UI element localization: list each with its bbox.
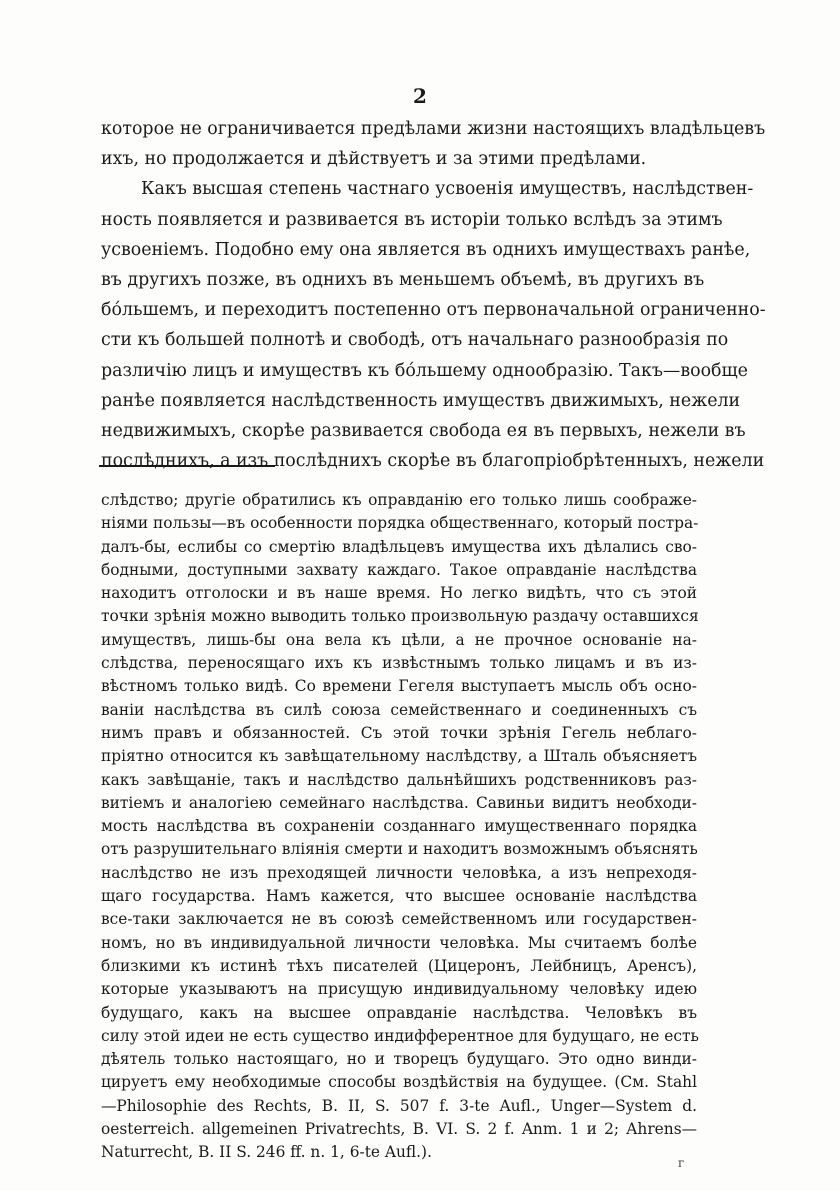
- footnote-line: —Philosophie des Rechts, B. II, S. 507 f. 3-te Aufl., Unger—System d.: [101, 1096, 697, 1115]
- main-text-line: послѣднихъ, а изъ послѣднихъ скорѣе въ благопріобрѣтенныхъ, нежели: [101, 451, 765, 472]
- footnote-line: номъ, но въ индивидуальной личности человѣка. Мы считаемъ болѣе: [101, 933, 697, 952]
- footnote-line: близкими къ истинѣ тѣхъ писателей (Цицеронъ, Лейбницъ, Аренсъ),: [101, 956, 697, 975]
- footnote-line: наслѣдство не изъ преходящей личности человѣка, а изъ непреходя-: [101, 863, 697, 882]
- main-text-line: Какъ высшая степень частнаго усвоенія имуществъ, наслѣдствен-: [141, 179, 754, 200]
- footnote-line: ніями пользы—въ особенности порядка общественнаго, который пострa-: [101, 514, 699, 533]
- footnote-line: бодными, доступными захвату каждаго. Такое оправданіе наслѣдства: [101, 560, 697, 579]
- main-text-line: бо́льшемъ, и переходитъ постепенно отъ первоначальной ограниченно-: [101, 300, 766, 321]
- footnote-line: силу этой идеи не есть существо индифферентное для будущаго, не есть: [101, 1026, 699, 1045]
- footnote-line: которые указываютъ на присущую индивидуальному человѣку идею: [101, 980, 697, 999]
- footnote-line: щаго государства. Намъ кажется, что высшее основаніе наслѣдства: [101, 887, 697, 906]
- main-text-line: ихъ, но продолжается и дѣйствуетъ и за этими предѣлами.: [101, 149, 647, 170]
- footnote-line: цируетъ ему необходимые способы воздѣйствія на будущее. (См. Stahl: [101, 1073, 697, 1092]
- footnote-line: дѣятель только настоящаго, но и творецъ будущаго. Это одно винди-: [101, 1050, 697, 1069]
- footnote-line: Naturrecht, B. II S. 246 ff. n. 1, 6-te Aufl.).: [101, 1143, 432, 1162]
- footnote-line: вѣстномъ только видѣ. Со времени Гегеля выступаетъ мысль объ осно-: [101, 677, 697, 696]
- footnote: [101, 489, 697, 1165]
- footnote-line: какъ завѣщаніе, такъ и наслѣдство дальнѣйшихъ родственниковъ раз-: [101, 770, 697, 789]
- footnote-line: далъ-бы, еслибы со смертію владѣльцевъ имущества ихъ дѣлались сво-: [101, 537, 697, 556]
- footnote-line: слѣдство; другіе обратились къ оправданію его только лишь соображе-: [101, 491, 697, 509]
- footnote-separator-rule: [99, 465, 275, 467]
- footnote-line: все-таки заключается не въ союзѣ семейственномъ или государствен-: [101, 910, 697, 929]
- footnote-line: будущаго, какъ на высшее оправданіе наслѣдства. Человѣкъ въ: [101, 1003, 697, 1022]
- page-number: 2: [413, 84, 427, 108]
- footnote-line: имуществъ, лишь-бы она вела къ цѣли, а не прочное основаніе на-: [101, 630, 697, 649]
- footnote-line: пріятно относится къ завѣщательному наслѣдству, а Шталь объясняетъ: [101, 747, 697, 766]
- main-text: [101, 114, 766, 476]
- footnote-line: витіемъ и аналогіею семейнаго наслѣдства. Савиньи видитъ необходи-: [101, 793, 697, 812]
- main-text-line: которое не ограничивается предѣлами жизни настоящихъ владѣльцевъ: [101, 119, 766, 139]
- main-text-line: сти къ большей полнотѣ и свободѣ, отъ начальнаго разнообразія по: [101, 330, 729, 351]
- main-text-line: ность появляется и развивается въ исторіи только вслѣдъ за этимъ: [101, 209, 723, 230]
- main-text-line: усвоеніемъ. Подобно ему она является въ однихъ имуществахъ ранѣе,: [101, 239, 751, 260]
- stray-mark: г: [678, 1156, 685, 1170]
- main-text-line: въ другихъ позже, въ однихъ въ меньшемъ объемѣ, въ другихъ въ: [101, 269, 705, 290]
- footnote-line: находитъ отголоски и въ наше время. Но легко видѣть, что съ этой: [101, 584, 697, 603]
- main-text-line: различію лицъ и имуществъ къ бо́льшему однообразію. Такъ—вообще: [101, 360, 748, 381]
- footnote-line: отъ разрушительнаго вліянія смерти и находитъ возможнымъ объяснять: [101, 840, 698, 859]
- footnote-line: ваніи наслѣдства въ силѣ союза семейственнаго и соединенныхъ съ: [101, 700, 697, 719]
- footnote-line: слѣдства, переносящаго ихъ къ извѣстнымъ только лицамъ и въ из-: [101, 654, 697, 673]
- footnote-line: нимъ правъ и обязанностей. Съ этой точки зрѣнія Гегель неблаго-: [101, 723, 697, 742]
- main-text-line: недвижимыхъ, скорѣе развивается свобода ея въ первыхъ, нежели въ: [101, 420, 746, 441]
- footnote-line: мость наслѣдства въ сохраненіи созданнаго имущественнаго порядка: [101, 817, 697, 836]
- footnote-line: oesterreich. allgemeinen Privatrechts, B. VI. S. 2 f. Anm. 1 и 2; Ahrens—: [101, 1120, 697, 1139]
- footnote-line: точки зрѣнія можно выводить только произвольную раздачу оставшихся: [101, 607, 699, 626]
- main-text-line: ранѣе появляется наслѣдственность имуществъ движимыхъ, нежели: [101, 390, 741, 411]
